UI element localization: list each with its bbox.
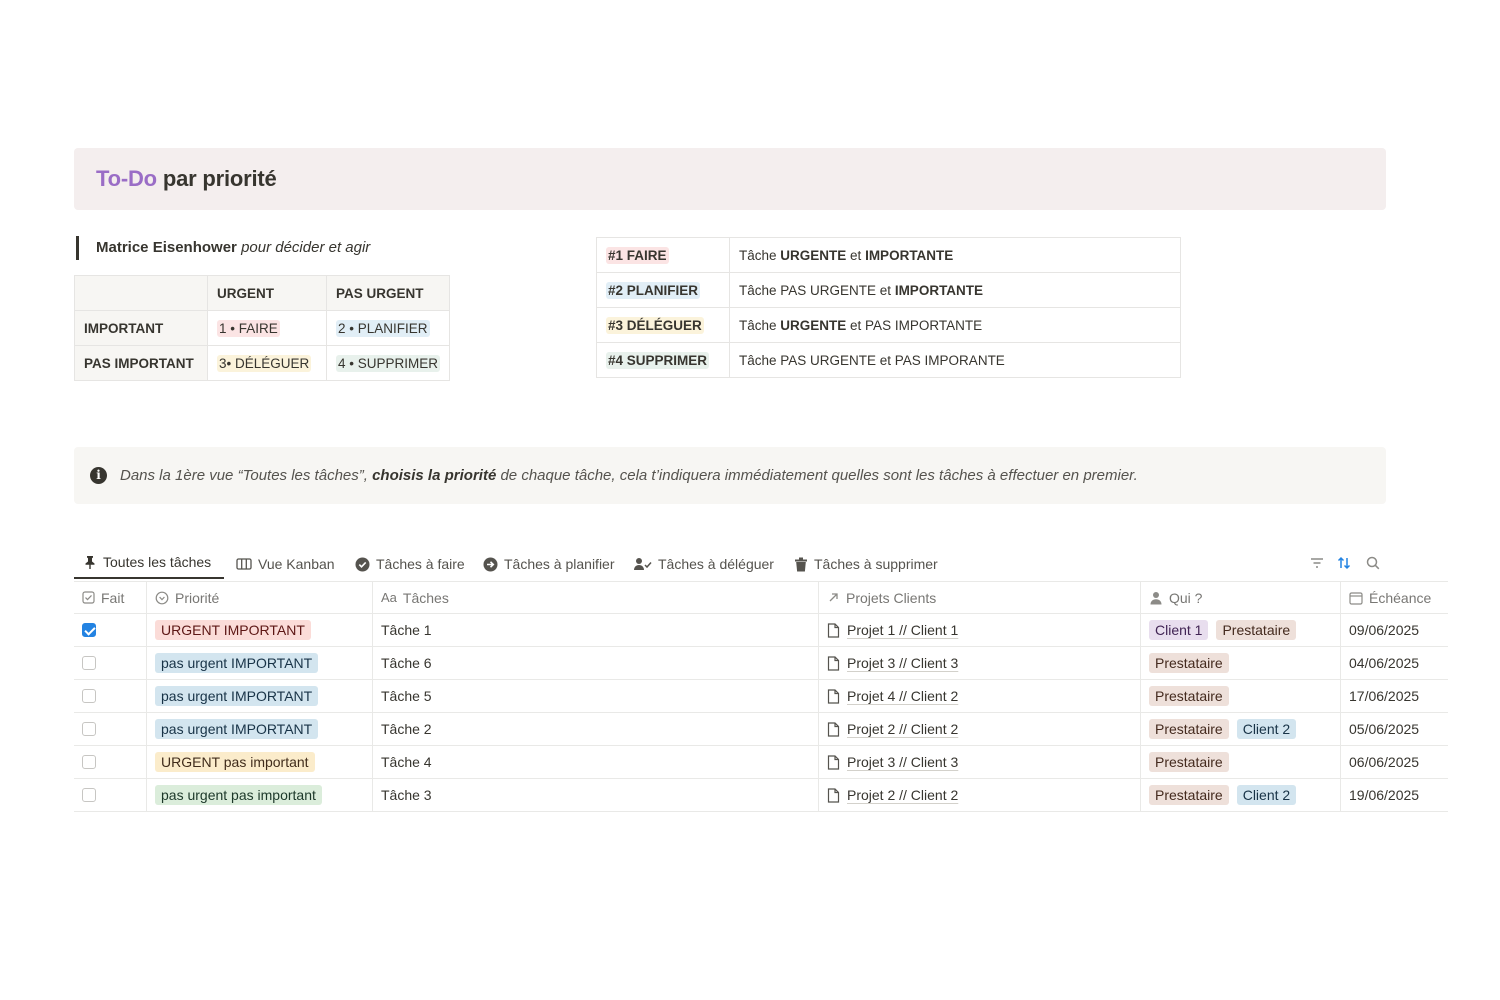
priority-cell[interactable] <box>147 647 373 679</box>
fait-cell[interactable] <box>74 647 147 679</box>
task-name[interactable]: Tâche 4 <box>381 754 432 770</box>
priority-cell[interactable] <box>147 614 373 646</box>
task-cell[interactable] <box>373 680 819 712</box>
legend-key-text: #1 FAIRE <box>608 247 667 263</box>
priority-cell[interactable] <box>147 713 373 745</box>
matrix-cell-text: 3• DÉLÉGUER <box>219 355 310 371</box>
legend-key-text: #2 PLANIFIER <box>608 282 699 298</box>
done-checkbox[interactable] <box>82 689 96 703</box>
task-name[interactable]: Tâche 5 <box>381 688 432 704</box>
project-cell[interactable] <box>819 746 1141 778</box>
tab-taches-a-planifier[interactable] <box>483 547 615 581</box>
matrix-cell-faire <box>208 311 327 346</box>
callout-text <box>120 467 1138 484</box>
project-cell[interactable] <box>819 779 1141 811</box>
matrix-col-pas-urgent: PAS URGENT <box>327 276 450 311</box>
task-name[interactable]: Tâche 6 <box>381 655 432 671</box>
due-date-cell[interactable] <box>1341 647 1448 679</box>
column-header-label: Fait <box>101 589 125 606</box>
matrix-row-important <box>75 311 450 346</box>
task-name[interactable]: Tâche 1 <box>381 622 432 638</box>
page-icon <box>827 689 840 704</box>
project-cell[interactable] <box>819 713 1141 745</box>
tab-toutes-les-taches[interactable] <box>74 547 224 579</box>
matrix-row-pas-important <box>75 346 450 381</box>
person-tag[interactable]: Client 1 <box>1149 620 1208 640</box>
columns-icon <box>236 557 252 571</box>
legend-row <box>597 238 1181 273</box>
relation-arrow-icon <box>827 591 840 604</box>
tab-taches-a-deleguer[interactable] <box>634 547 774 581</box>
page-icon <box>827 755 840 770</box>
table-row[interactable] <box>74 779 1448 812</box>
person-tag[interactable]: Prestataire <box>1149 719 1229 739</box>
priority-tag[interactable]: pas urgent IMPORTANT <box>155 686 318 706</box>
priority-cell[interactable] <box>147 680 373 712</box>
page-header <box>74 148 1386 210</box>
tab-label: Tâches à supprimer <box>814 556 938 572</box>
legend-key <box>597 273 730 308</box>
due-date: 06/06/2025 <box>1349 754 1420 770</box>
done-checkbox[interactable] <box>82 656 96 670</box>
priority-tag[interactable]: URGENT pas important <box>155 752 315 772</box>
legend-text: et <box>846 247 866 263</box>
task-name[interactable]: Tâche 3 <box>381 787 432 803</box>
due-date-cell[interactable] <box>1341 680 1448 712</box>
priority-tag[interactable]: pas urgent IMPORTANT <box>155 653 318 673</box>
done-checkbox[interactable] <box>82 623 96 637</box>
legend-bold: URGENTE <box>780 317 847 333</box>
task-name[interactable]: Tâche 2 <box>381 721 432 737</box>
table-row[interactable] <box>74 746 1448 779</box>
priority-cell[interactable] <box>147 779 373 811</box>
pin-icon <box>83 555 97 569</box>
column-header-label: Échéance <box>1369 589 1432 606</box>
callout-text-part: Dans la 1ère vue “Toutes les tâches”, <box>120 467 373 484</box>
calendar-icon <box>1349 591 1363 605</box>
legend-text: Tâche <box>739 317 781 333</box>
page-title <box>96 166 277 192</box>
title-accent: To-Do <box>96 166 157 191</box>
person-tag[interactable]: Prestataire <box>1149 653 1229 673</box>
column-header-fait[interactable] <box>74 582 147 613</box>
task-cell[interactable] <box>373 614 819 646</box>
page-icon <box>827 656 840 671</box>
column-header-priorite[interactable] <box>147 582 373 613</box>
person-icon <box>1149 591 1163 605</box>
priority-tag[interactable]: URGENT IMPORTANT <box>155 620 311 640</box>
column-header-projets[interactable] <box>819 582 1141 613</box>
due-date: 19/06/2025 <box>1349 787 1420 803</box>
qui-cell[interactable] <box>1141 713 1341 745</box>
page-icon <box>827 623 840 638</box>
priority-tag[interactable]: pas urgent IMPORTANT <box>155 719 318 739</box>
due-date: 17/06/2025 <box>1349 688 1420 704</box>
callout-text-part: de chaque tâche, cela t’indiquera immédiatement quelles sont les tâches à effectuer en premier. <box>496 467 1138 484</box>
fait-cell[interactable] <box>74 713 147 745</box>
quote-italic: pour décider et agir <box>241 239 371 256</box>
legend-text: et PAS IMPORTANTE <box>846 317 983 333</box>
matrix-cell-text: 4 • SUPPRIMER <box>338 355 438 371</box>
legend-row <box>597 343 1181 378</box>
legend-key-text: #4 SUPPRIMER <box>608 352 708 368</box>
select-property-icon <box>155 591 169 605</box>
matrix-cell-planifier <box>327 311 450 346</box>
qui-cell[interactable] <box>1141 680 1341 712</box>
project-cell[interactable] <box>819 680 1141 712</box>
project-link[interactable]: Projet 2 // Client 2 <box>847 787 959 803</box>
project-link[interactable]: Projet 3 // Client 3 <box>847 754 959 770</box>
due-date: 09/06/2025 <box>1349 622 1420 638</box>
title-property-icon: Aa <box>381 590 397 605</box>
matrix-cell-text: 2 • PLANIFIER <box>338 320 428 336</box>
matrix-cell-supprimer <box>327 346 450 381</box>
legend-text: Tâche <box>739 247 781 263</box>
due-date: 04/06/2025 <box>1349 655 1420 671</box>
person-tag[interactable]: Prestataire <box>1149 785 1229 805</box>
task-cell[interactable] <box>373 779 819 811</box>
check-circle-icon <box>355 557 370 572</box>
page-icon <box>827 722 840 737</box>
legend-bold: IMPORTANTE <box>894 282 984 298</box>
callout-text-bold: choisis la priorité <box>372 467 497 484</box>
search-icon[interactable] <box>1364 554 1382 572</box>
eisenhower-matrix <box>74 275 450 381</box>
filter-icon[interactable] <box>1308 554 1326 572</box>
priority-legend <box>596 237 1181 378</box>
sort-icon[interactable] <box>1335 554 1353 572</box>
matrix-cell-deleguer <box>208 346 327 381</box>
quote-bold: Matrice Eisenhower <box>96 239 237 256</box>
column-header-label: Priorité <box>175 589 220 606</box>
done-checkbox[interactable] <box>82 755 96 769</box>
done-checkbox[interactable] <box>82 722 96 736</box>
person-check-icon <box>634 557 652 571</box>
due-date-cell[interactable] <box>1341 713 1448 745</box>
info-icon: i <box>90 467 107 484</box>
project-link[interactable]: Projet 1 // Client 1 <box>847 622 959 638</box>
column-header-taches[interactable] <box>373 582 819 613</box>
column-header-label: Projets Clients <box>846 589 937 606</box>
person-tag[interactable]: Prestataire <box>1216 620 1296 640</box>
priority-cell[interactable] <box>147 746 373 778</box>
view-tabs <box>74 547 1448 582</box>
tab-vue-kanban[interactable] <box>236 547 335 581</box>
task-cell[interactable] <box>373 713 819 745</box>
matrix-row-label: IMPORTANT <box>75 311 208 346</box>
person-tag[interactable]: Prestataire <box>1149 752 1229 772</box>
column-header-label: Tâches <box>402 589 449 606</box>
qui-cell[interactable] <box>1141 647 1341 679</box>
tab-taches-a-supprimer[interactable] <box>794 547 938 581</box>
matrix-row-label: PAS IMPORTANT <box>75 346 208 381</box>
fait-cell[interactable] <box>74 746 147 778</box>
matrix-header-row <box>75 276 450 311</box>
project-cell[interactable] <box>819 614 1141 646</box>
legend-key <box>597 238 730 273</box>
legend-key <box>597 308 730 343</box>
legend-value <box>730 273 1181 308</box>
fait-cell[interactable] <box>74 680 147 712</box>
fait-cell[interactable] <box>74 779 147 811</box>
qui-cell[interactable] <box>1141 746 1341 778</box>
table-row[interactable] <box>74 713 1448 746</box>
matrix-quote <box>76 236 370 260</box>
project-cell[interactable] <box>819 647 1141 679</box>
column-header-qui[interactable] <box>1141 582 1341 613</box>
table-header <box>74 582 1448 614</box>
legend-value <box>730 238 1181 273</box>
tab-label: Tâches à planifier <box>504 556 615 572</box>
person-tag[interactable]: Client 2 <box>1237 785 1296 805</box>
legend-bold: URGENTE <box>780 247 847 263</box>
tab-label: Vue Kanban <box>258 556 335 572</box>
matrix-cell-text: 1 • FAIRE <box>219 320 278 336</box>
due-date-cell[interactable] <box>1341 779 1448 811</box>
legend-value <box>730 343 1181 378</box>
legend-text: Tâche PAS URGENTE et PAS IMPORANTE <box>739 352 1005 368</box>
task-cell[interactable] <box>373 647 819 679</box>
column-header-echeance[interactable] <box>1341 582 1448 613</box>
legend-bold: IMPORTANTE <box>865 247 954 263</box>
legend-key <box>597 343 730 378</box>
table-row[interactable] <box>74 680 1448 713</box>
legend-row <box>597 308 1181 343</box>
done-checkbox[interactable] <box>82 788 96 802</box>
tab-label: Tâches à déléguer <box>658 556 774 572</box>
trash-icon <box>794 557 808 572</box>
column-header-label: Qui ? <box>1169 589 1203 606</box>
tab-label: Toutes les tâches <box>103 554 212 570</box>
person-tag[interactable]: Client 2 <box>1237 719 1296 739</box>
legend-row <box>597 273 1181 308</box>
qui-cell[interactable] <box>1141 614 1341 646</box>
person-tag[interactable]: Prestataire <box>1149 686 1229 706</box>
project-link[interactable]: Projet 4 // Client 2 <box>847 688 959 704</box>
due-date-cell[interactable] <box>1341 746 1448 778</box>
project-link[interactable]: Projet 2 // Client 2 <box>847 721 959 737</box>
matrix-col-urgent: URGENT <box>208 276 327 311</box>
table-row[interactable] <box>74 614 1448 647</box>
due-date-cell[interactable] <box>1341 614 1448 646</box>
legend-value <box>730 308 1181 343</box>
qui-cell[interactable] <box>1141 779 1341 811</box>
tab-taches-a-faire[interactable] <box>355 547 465 581</box>
table-row[interactable] <box>74 647 1448 680</box>
fait-cell[interactable] <box>74 614 147 646</box>
due-date: 05/06/2025 <box>1349 721 1420 737</box>
arrow-circle-icon <box>483 557 498 572</box>
legend-key-text: #3 DÉLÉGUER <box>608 317 702 333</box>
title-rest: par priorité <box>162 166 277 191</box>
priority-tag[interactable]: pas urgent pas important <box>155 785 322 805</box>
info-callout <box>74 447 1386 504</box>
matrix-corner <box>75 276 208 311</box>
checkbox-property-icon <box>82 591 95 604</box>
project-link[interactable]: Projet 3 // Client 3 <box>847 655 959 671</box>
task-cell[interactable] <box>373 746 819 778</box>
tab-label: Tâches à faire <box>376 556 465 572</box>
legend-text: Tâche PAS URGENTE et <box>739 282 895 298</box>
page-icon <box>827 788 840 803</box>
